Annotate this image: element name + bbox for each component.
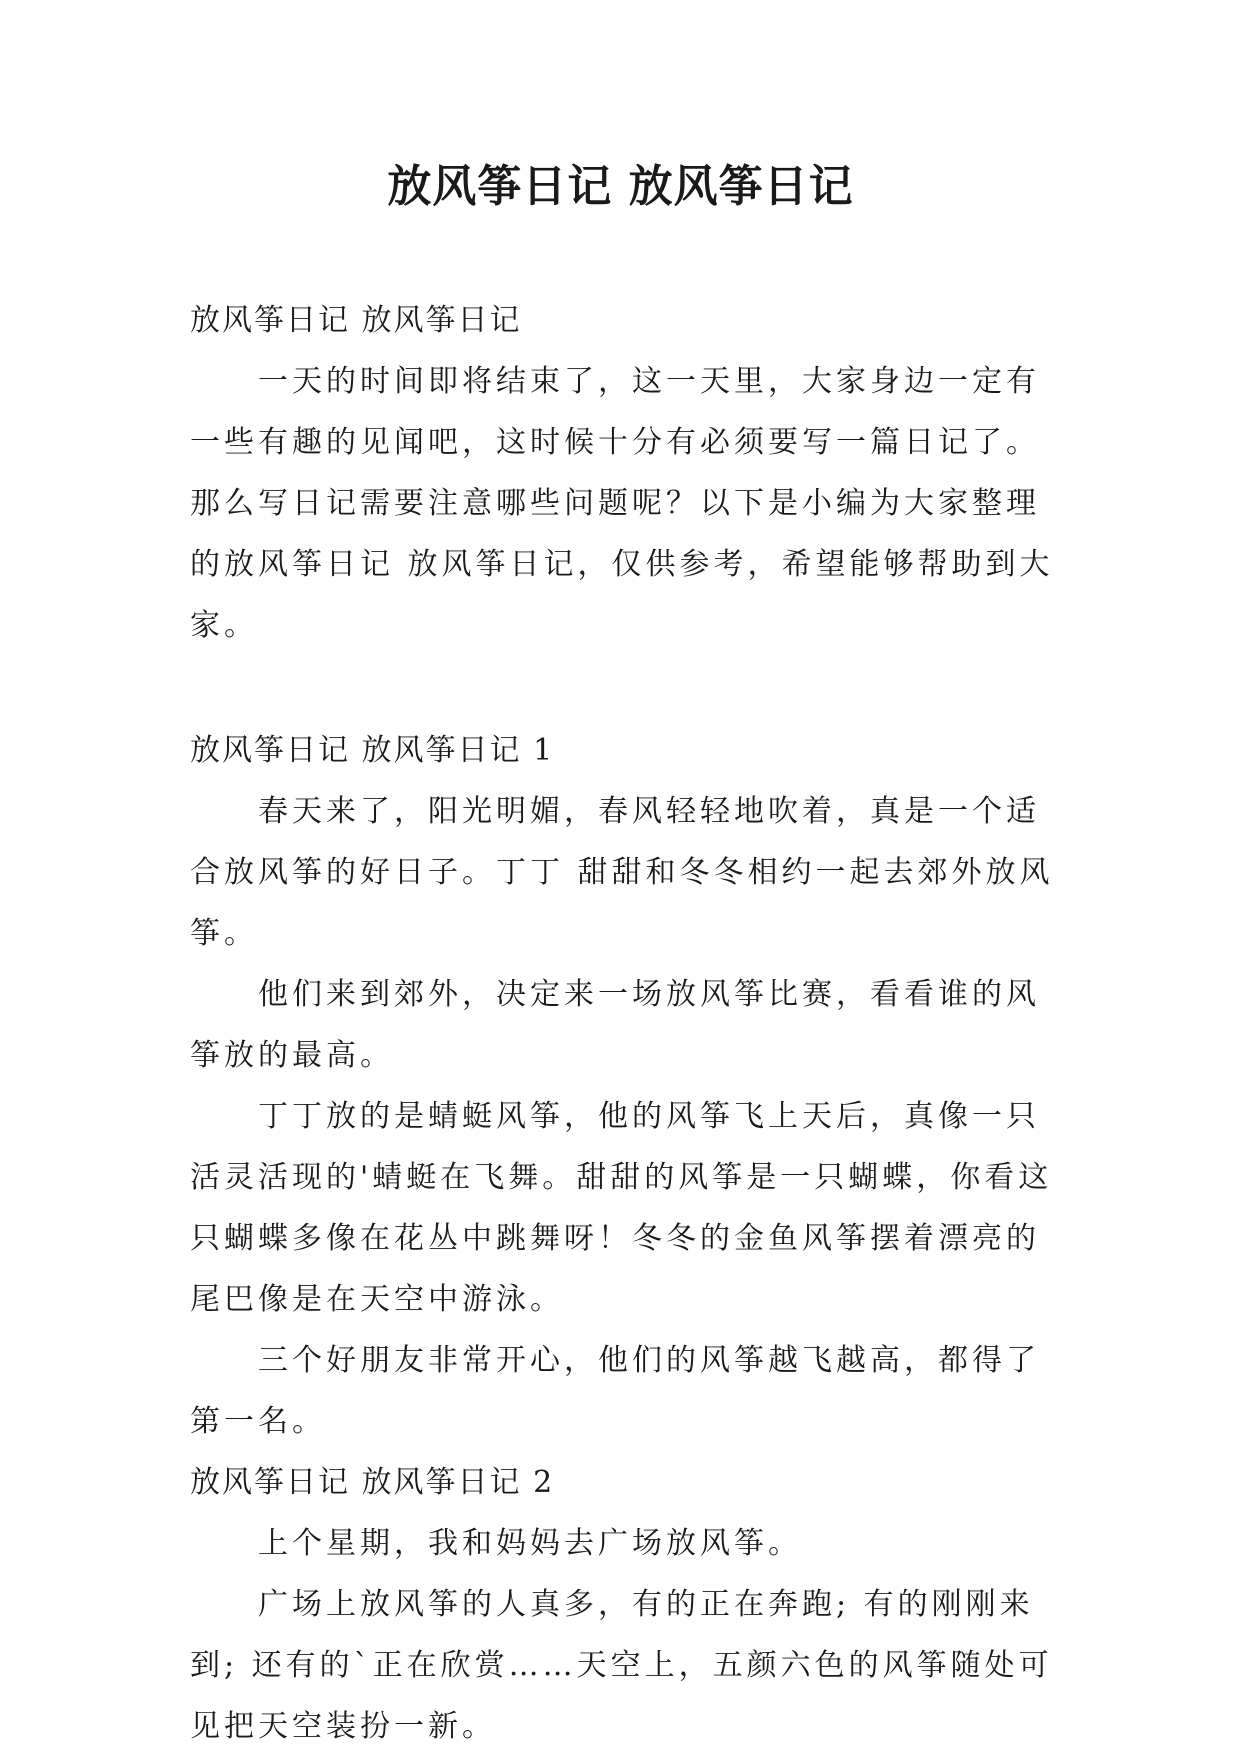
section-1-paragraph-4: 三个好朋友非常开心，他们的风筝越飞越高，都得了第一名。 xyxy=(190,1343,1040,1439)
section-2-heading: 放风筝日记 放风筝日记 2 xyxy=(190,1465,555,1500)
section-2-paragraph-2: 广场上放风筝的人真多，有的正在奔跑; 有的刚刚来到; 还有的`正在欣赏……天空上，五颜六色的风筝随处可见把天空装扮一新。 xyxy=(190,1587,1053,1744)
section-1-paragraph-3: 丁丁放的是蜻蜓风筝，他的风筝飞上天后，真像一只活灵活现的'蜻蜓在飞舞。甜甜的风筝是一只蝴蝶，你看这只蝴蝶多像在花丛中跳舞呀！冬冬的金鱼风筝摆着漂亮的尾巴像是在天空中游泳。 xyxy=(190,1099,1053,1317)
document-body xyxy=(190,290,1060,1757)
section-1-paragraph-1: 春天来了，阳光明媚，春风轻轻地吹着，真是一个适合放风筝的好日子。丁丁 甜甜和冬冬相约一起去郊外放风筝。 xyxy=(190,794,1054,951)
section-1-heading: 放风筝日记 放风筝日记 1 xyxy=(190,733,555,768)
intro-heading: 放风筝日记 放风筝日记 xyxy=(190,303,522,338)
document-title: 放风筝日记 放风筝日记 xyxy=(387,161,854,212)
section-2-paragraph-1: 上个星期，我和妈妈去广场放风筝。 xyxy=(258,1526,802,1561)
section-spacer xyxy=(190,656,1060,720)
section-1-paragraph-2: 他们来到郊外，决定来一场放风筝比赛，看看谁的风筝放的最高。 xyxy=(190,977,1040,1073)
intro-paragraph: 一天的时间即将结束了，这一天里，大家身边一定有一些有趣的见闻吧，这时候十分有必须要写一篇日记了。那么写日记需要注意哪些问题呢？以下是小编为大家整理的放风筝日记 放风筝日记，仅供参考，希望能够帮助到大家。 xyxy=(190,364,1054,643)
